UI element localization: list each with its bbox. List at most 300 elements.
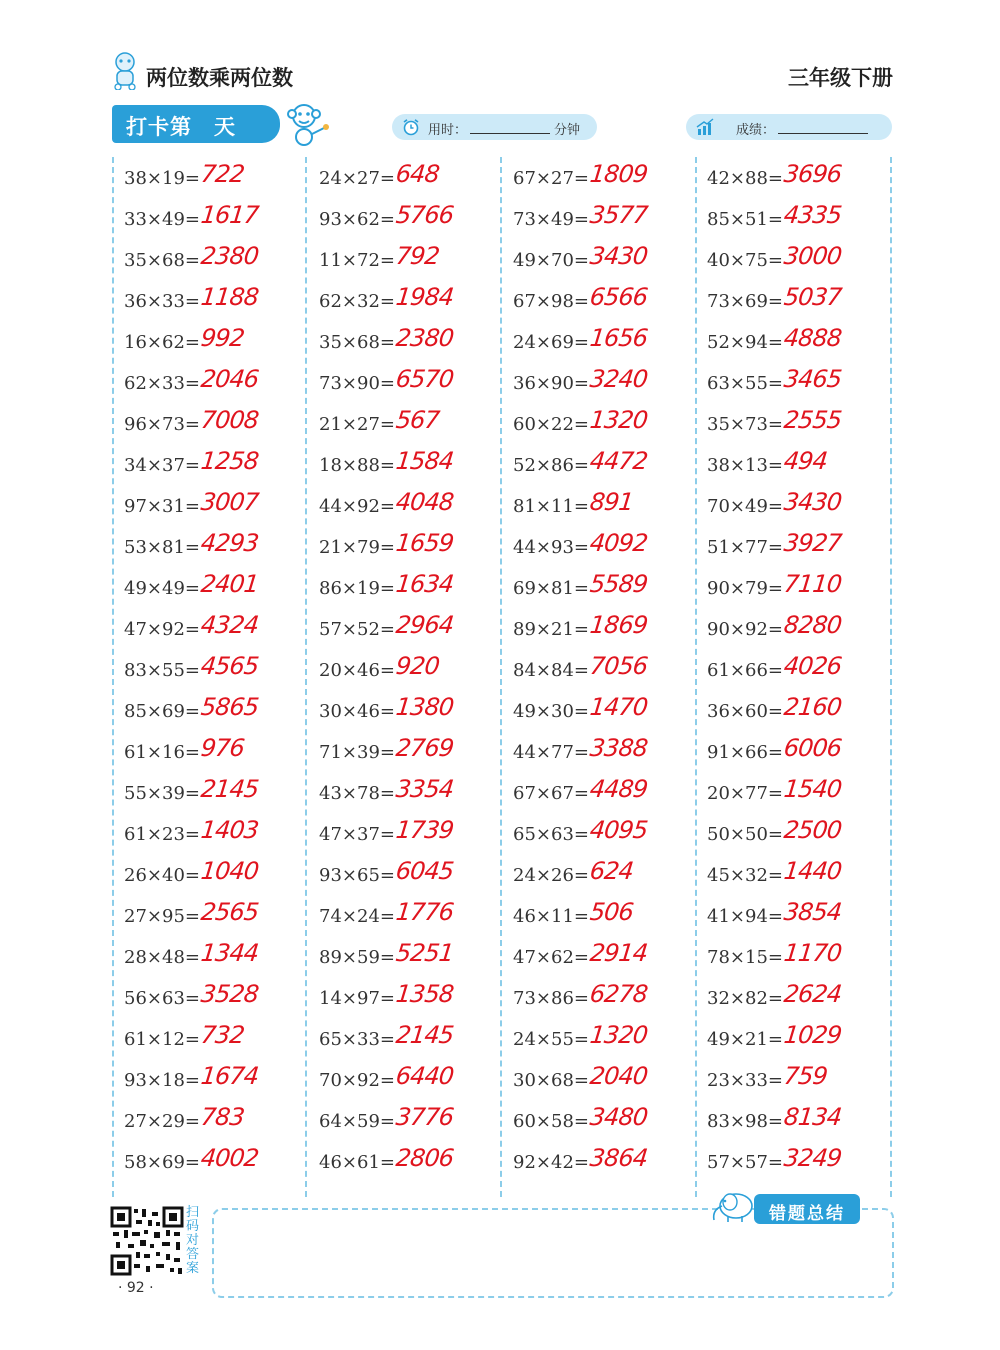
problem-row	[124, 980, 314, 1021]
handwritten-answer[interactable]: 4565	[199, 652, 260, 680]
handwritten-answer[interactable]: 2160	[782, 693, 843, 721]
problem-expression: 46×61=	[319, 1152, 395, 1173]
problem-expression: 28×48=	[124, 947, 200, 968]
problem-row	[707, 283, 897, 324]
problem-row	[707, 324, 897, 365]
problem-row	[319, 201, 509, 242]
problem-row	[707, 1021, 897, 1062]
handwritten-answer[interactable]: 6566	[588, 283, 649, 311]
problem-expression: 52×94=	[707, 332, 783, 353]
problem-expression: 27×29=	[124, 1111, 200, 1132]
handwritten-answer[interactable]: 3249	[782, 1144, 843, 1172]
problem-expression: 67×67=	[513, 783, 589, 804]
problem-expression: 49×30=	[513, 701, 589, 722]
handwritten-answer[interactable]: 4888	[782, 324, 843, 352]
handwritten-answer[interactable]: 3430	[588, 242, 649, 270]
handwritten-answer[interactable]: 783	[199, 1103, 246, 1131]
problem-row	[707, 570, 897, 611]
problem-row	[319, 857, 509, 898]
handwritten-answer[interactable]: 5251	[394, 939, 455, 967]
handwritten-answer[interactable]: 5766	[394, 201, 455, 229]
page-number: · 92 ·	[118, 1280, 154, 1296]
problem-expression: 55×39=	[124, 783, 200, 804]
problem-row	[707, 529, 897, 570]
problem-row	[707, 1103, 897, 1144]
qr-code-icon[interactable]	[110, 1206, 184, 1276]
problem-expression: 49×70=	[513, 250, 589, 271]
problem-expression: 58×69=	[124, 1152, 200, 1173]
time-label: 用时：	[428, 123, 468, 138]
problem-expression: 50×50=	[707, 824, 783, 845]
problem-expression: 38×19=	[124, 168, 200, 189]
handwritten-answer[interactable]: 6278	[588, 980, 649, 1008]
handwritten-answer[interactable]: 5589	[588, 570, 649, 598]
handwritten-answer[interactable]: 2401	[199, 570, 260, 598]
problem-row	[513, 1062, 703, 1103]
problem-row	[513, 570, 703, 611]
handwritten-answer[interactable]: 2769	[394, 734, 455, 762]
checkin-banner	[112, 105, 280, 143]
handwritten-answer[interactable]: 6006	[782, 734, 843, 762]
handwritten-answer[interactable]: 992	[199, 324, 246, 352]
handwritten-answer[interactable]: 648	[394, 160, 441, 188]
problem-expression: 96×73=	[124, 414, 200, 435]
growth-chart-icon	[696, 118, 714, 136]
problem-row	[124, 939, 314, 980]
handwritten-answer[interactable]: 4324	[199, 611, 260, 639]
problem-expression: 65×63=	[513, 824, 589, 845]
problem-expression: 73×49=	[513, 209, 589, 230]
handwritten-answer[interactable]: 920	[394, 652, 441, 680]
problem-expression: 23×33=	[707, 1070, 783, 1091]
problem-row	[124, 160, 314, 201]
handwritten-answer[interactable]: 2040	[588, 1062, 649, 1090]
handwritten-answer[interactable]: 2145	[394, 1021, 455, 1049]
elephant-icon	[706, 1188, 756, 1224]
problem-expression: 61×12=	[124, 1029, 200, 1050]
problem-expression: 53×81=	[124, 537, 200, 558]
handwritten-answer[interactable]: 2624	[782, 980, 843, 1008]
handwritten-answer[interactable]: 7008	[199, 406, 260, 434]
handwritten-answer[interactable]: 1809	[588, 160, 649, 188]
problem-expression: 42×88=	[707, 168, 783, 189]
handwritten-answer[interactable]: 976	[199, 734, 246, 762]
handwritten-answer[interactable]: 2380	[394, 324, 455, 352]
problem-row	[707, 611, 897, 652]
problem-column-4	[707, 160, 897, 1185]
problem-expression: 21×79=	[319, 537, 395, 558]
problem-expression: 73×69=	[707, 291, 783, 312]
problem-row	[513, 488, 703, 529]
handwritten-answer[interactable]: 1040	[199, 857, 260, 885]
problem-expression: 89×59=	[319, 947, 395, 968]
problem-expression: 63×55=	[707, 373, 783, 394]
problem-expression: 43×78=	[319, 783, 395, 804]
problem-row	[319, 939, 509, 980]
problem-row	[124, 611, 314, 652]
handwritten-answer[interactable]: 1358	[394, 980, 455, 1008]
problem-row	[124, 734, 314, 775]
handwritten-answer[interactable]: 2046	[199, 365, 260, 393]
problem-row	[513, 283, 703, 324]
problem-column-2	[319, 160, 509, 1185]
problem-expression: 47×92=	[124, 619, 200, 640]
problem-row	[319, 242, 509, 283]
handwritten-answer[interactable]: 4026	[782, 652, 843, 680]
problem-expression: 24×26=	[513, 865, 589, 886]
problem-row	[319, 898, 509, 939]
handwritten-answer[interactable]: 8134	[782, 1103, 843, 1131]
problem-row	[707, 488, 897, 529]
problem-column-3	[513, 160, 703, 1185]
handwritten-answer[interactable]: 1984	[394, 283, 455, 311]
problem-row	[707, 447, 897, 488]
handwritten-answer[interactable]: 4489	[588, 775, 649, 803]
problem-expression: 35×68=	[319, 332, 395, 353]
problem-expression: 85×51=	[707, 209, 783, 230]
problem-row	[124, 201, 314, 242]
handwritten-answer[interactable]: 1540	[782, 775, 843, 803]
handwritten-answer[interactable]: 2806	[394, 1144, 455, 1172]
problem-row	[513, 201, 703, 242]
problem-expression: 69×81=	[513, 578, 589, 599]
handwritten-answer[interactable]: 2145	[199, 775, 260, 803]
handwritten-answer[interactable]: 1403	[199, 816, 260, 844]
handwritten-answer[interactable]: 3007	[199, 488, 260, 516]
problem-row	[319, 447, 509, 488]
problem-expression: 85×69=	[124, 701, 200, 722]
time-field	[392, 114, 597, 140]
problem-row	[319, 980, 509, 1021]
problem-expression: 38×13=	[707, 455, 783, 476]
problem-row	[513, 1103, 703, 1144]
problem-expression: 32×82=	[707, 988, 783, 1009]
problem-row	[319, 529, 509, 570]
problem-row	[319, 693, 509, 734]
problem-row	[319, 1021, 509, 1062]
problem-row	[124, 857, 314, 898]
problem-row	[319, 1144, 509, 1185]
handwritten-answer[interactable]: 2964	[394, 611, 455, 639]
column-divider	[112, 157, 114, 1197]
problem-row	[124, 1144, 314, 1185]
handwritten-answer[interactable]: 1470	[588, 693, 649, 721]
problem-expression: 93×18=	[124, 1070, 200, 1091]
problem-row	[124, 324, 314, 365]
problem-row	[513, 611, 703, 652]
problem-row	[707, 242, 897, 283]
problem-expression: 57×57=	[707, 1152, 783, 1173]
handwritten-answer[interactable]: 6570	[394, 365, 455, 393]
problem-expression: 67×98=	[513, 291, 589, 312]
mistake-summary-label: 错题总结	[769, 1204, 845, 1224]
checkin-label: 打卡第 天	[126, 115, 236, 139]
handwritten-answer[interactable]: 506	[588, 898, 635, 926]
problem-row	[319, 1062, 509, 1103]
problem-expression: 64×59=	[319, 1111, 395, 1132]
handwritten-answer[interactable]: 1440	[782, 857, 843, 885]
problem-expression: 60×58=	[513, 1111, 589, 1132]
handwritten-answer[interactable]: 1170	[782, 939, 843, 967]
problem-row	[124, 898, 314, 939]
problem-expression: 92×42=	[513, 1152, 589, 1173]
problem-expression: 73×90=	[319, 373, 395, 394]
problem-row	[707, 406, 897, 447]
problem-expression: 52×86=	[513, 455, 589, 476]
handwritten-answer[interactable]: 4002	[199, 1144, 260, 1172]
problem-expression: 36×90=	[513, 373, 589, 394]
problem-expression: 24×27=	[319, 168, 395, 189]
handwritten-answer[interactable]: 1584	[394, 447, 455, 475]
handwritten-answer[interactable]: 494	[782, 447, 829, 475]
handwritten-answer[interactable]: 759	[782, 1062, 829, 1090]
grade-label: 三年级下册	[788, 66, 893, 90]
problem-expression: 86×19=	[319, 578, 395, 599]
problem-expression: 45×32=	[707, 865, 783, 886]
problem-row	[707, 775, 897, 816]
problem-expression: 81×11=	[513, 496, 589, 517]
problem-row	[513, 693, 703, 734]
problem-expression: 83×55=	[124, 660, 200, 681]
problem-expression: 20×77=	[707, 783, 783, 804]
problem-expression: 70×92=	[319, 1070, 395, 1091]
handwritten-answer[interactable]: 4092	[588, 529, 649, 557]
problem-expression: 93×62=	[319, 209, 395, 230]
problem-row	[124, 775, 314, 816]
handwritten-answer[interactable]: 8280	[782, 611, 843, 639]
problem-expression: 49×21=	[707, 1029, 783, 1050]
problem-row	[513, 406, 703, 447]
handwritten-answer[interactable]: 722	[199, 160, 246, 188]
problem-expression: 56×63=	[124, 988, 200, 1009]
handwritten-answer[interactable]: 2565	[199, 898, 260, 926]
problem-row	[124, 488, 314, 529]
handwritten-answer[interactable]: 1380	[394, 693, 455, 721]
problem-row	[124, 1103, 314, 1144]
problem-expression: 33×49=	[124, 209, 200, 230]
problem-expression: 36×60=	[707, 701, 783, 722]
problem-expression: 90×79=	[707, 578, 783, 599]
problem-expression: 41×94=	[707, 906, 783, 927]
handwritten-answer[interactable]: 5865	[199, 693, 260, 721]
problem-row	[707, 693, 897, 734]
problem-row	[513, 857, 703, 898]
handwritten-answer[interactable]: 3528	[199, 980, 260, 1008]
problem-row	[124, 447, 314, 488]
handwritten-answer[interactable]: 1739	[394, 816, 455, 844]
problem-expression: 89×21=	[513, 619, 589, 640]
problem-row	[319, 365, 509, 406]
problem-expression: 30×46=	[319, 701, 395, 722]
problem-expression: 27×95=	[124, 906, 200, 927]
problem-row	[513, 1144, 703, 1185]
problem-row	[707, 857, 897, 898]
problem-expression: 24×69=	[513, 332, 589, 353]
alarm-clock-icon	[402, 118, 420, 136]
problem-row	[513, 324, 703, 365]
handwritten-answer[interactable]: 2500	[782, 816, 843, 844]
handwritten-answer[interactable]: 1869	[588, 611, 649, 639]
problem-expression: 61×23=	[124, 824, 200, 845]
handwritten-answer[interactable]: 1344	[199, 939, 260, 967]
problem-row	[124, 406, 314, 447]
problem-expression: 24×55=	[513, 1029, 589, 1050]
problem-column-1	[124, 160, 314, 1185]
time-input-line[interactable]	[470, 133, 550, 134]
handwritten-answer[interactable]: 1320	[588, 406, 649, 434]
handwritten-answer[interactable]: 4095	[588, 816, 649, 844]
page-header	[108, 50, 893, 102]
problem-expression: 61×16=	[124, 742, 200, 763]
problem-row	[513, 652, 703, 693]
problem-expression: 70×49=	[707, 496, 783, 517]
monkey-mascot-icon	[282, 100, 330, 148]
problem-row	[319, 611, 509, 652]
problem-row	[319, 406, 509, 447]
problem-row	[513, 529, 703, 570]
problem-expression: 44×92=	[319, 496, 395, 517]
handwritten-answer[interactable]: 3776	[394, 1103, 455, 1131]
problem-expression: 18×88=	[319, 455, 395, 476]
problem-expression: 40×75=	[707, 250, 783, 271]
problem-row	[707, 939, 897, 980]
problem-row	[513, 898, 703, 939]
problem-row	[124, 283, 314, 324]
problem-row	[513, 365, 703, 406]
problem-expression: 49×49=	[124, 578, 200, 599]
problem-expression: 47×62=	[513, 947, 589, 968]
problem-expression: 97×31=	[124, 496, 200, 517]
handwritten-answer[interactable]: 1674	[199, 1062, 260, 1090]
handwritten-answer[interactable]: 891	[588, 488, 635, 516]
handwritten-answer[interactable]: 1617	[199, 201, 260, 229]
problem-expression: 36×33=	[124, 291, 200, 312]
score-input-line[interactable]	[778, 133, 868, 134]
handwritten-answer[interactable]: 1634	[394, 570, 455, 598]
problem-expression: 90×92=	[707, 619, 783, 640]
handwritten-answer[interactable]: 732	[199, 1021, 246, 1049]
problem-expression: 16×62=	[124, 332, 200, 353]
problem-row	[513, 734, 703, 775]
problem-row	[707, 201, 897, 242]
handwritten-answer[interactable]: 3927	[782, 529, 843, 557]
problem-row	[513, 160, 703, 201]
problem-row	[319, 816, 509, 857]
handwritten-answer[interactable]: 624	[588, 857, 635, 885]
handwritten-answer[interactable]: 3000	[782, 242, 843, 270]
handwritten-answer[interactable]: 1188	[199, 283, 260, 311]
qr-caption: 扫码对答案	[186, 1205, 200, 1276]
problem-row	[513, 939, 703, 980]
problem-row	[319, 1103, 509, 1144]
handwritten-answer[interactable]: 5037	[782, 283, 843, 311]
handwritten-answer[interactable]: 1258	[199, 447, 260, 475]
problem-row	[319, 570, 509, 611]
problem-row	[707, 160, 897, 201]
problem-expression: 11×72=	[319, 250, 395, 271]
problem-row	[319, 652, 509, 693]
problem-row	[707, 652, 897, 693]
problem-expression: 20×46=	[319, 660, 395, 681]
handwritten-answer[interactable]: 3864	[588, 1144, 649, 1172]
handwritten-answer[interactable]: 1320	[588, 1021, 649, 1049]
score-field	[686, 114, 892, 140]
problem-row	[124, 1021, 314, 1062]
problem-row	[707, 980, 897, 1021]
mascot-icon	[108, 50, 142, 90]
problem-row	[124, 1062, 314, 1103]
handwritten-answer[interactable]: 567	[394, 406, 441, 434]
handwritten-answer[interactable]: 792	[394, 242, 441, 270]
handwritten-answer[interactable]: 3388	[588, 734, 649, 762]
problem-expression: 91×66=	[707, 742, 783, 763]
problem-row	[513, 980, 703, 1021]
handwritten-answer[interactable]: 4472	[588, 447, 649, 475]
problem-row	[124, 242, 314, 283]
problem-expression: 71×39=	[319, 742, 395, 763]
problem-expression: 26×40=	[124, 865, 200, 886]
problem-expression: 21×27=	[319, 414, 395, 435]
handwritten-answer[interactable]: 2914	[588, 939, 649, 967]
handwritten-answer[interactable]: 1029	[782, 1021, 843, 1049]
problem-expression: 35×68=	[124, 250, 200, 271]
problem-row	[513, 775, 703, 816]
handwritten-answer[interactable]: 6045	[394, 857, 455, 885]
problem-expression: 34×37=	[124, 455, 200, 476]
problem-expression: 84×84=	[513, 660, 589, 681]
handwritten-answer[interactable]: 1776	[394, 898, 455, 926]
problem-expression: 62×33=	[124, 373, 200, 394]
problem-row	[707, 1062, 897, 1103]
handwritten-answer[interactable]: 2380	[199, 242, 260, 270]
problem-row	[513, 816, 703, 857]
problem-expression: 47×37=	[319, 824, 395, 845]
problem-row	[124, 570, 314, 611]
handwritten-answer[interactable]: 7110	[782, 570, 843, 598]
handwritten-answer[interactable]: 3354	[394, 775, 455, 803]
problem-expression: 61×66=	[707, 660, 783, 681]
handwritten-answer[interactable]: 3465	[782, 365, 843, 393]
handwritten-answer[interactable]: 2555	[782, 406, 843, 434]
handwritten-answer[interactable]: 4335	[782, 201, 843, 229]
handwritten-answer[interactable]: 3577	[588, 201, 649, 229]
handwritten-answer[interactable]: 3430	[782, 488, 843, 516]
handwritten-answer[interactable]: 3696	[782, 160, 843, 188]
problem-row	[707, 365, 897, 406]
handwritten-answer[interactable]: 1656	[588, 324, 649, 352]
problem-expression: 35×73=	[707, 414, 783, 435]
handwritten-answer[interactable]: 6440	[394, 1062, 455, 1090]
time-unit: 分钟	[554, 123, 581, 138]
handwritten-answer[interactable]: 3240	[588, 365, 649, 393]
handwritten-answer[interactable]: 4048	[394, 488, 455, 516]
problem-row	[319, 488, 509, 529]
problem-row	[319, 734, 509, 775]
handwritten-answer[interactable]: 3480	[588, 1103, 649, 1131]
problem-row	[124, 529, 314, 570]
handwritten-answer[interactable]: 1659	[394, 529, 455, 557]
problem-expression: 67×27=	[513, 168, 589, 189]
problem-expression: 44×77=	[513, 742, 589, 763]
problem-row	[707, 816, 897, 857]
problem-expression: 73×86=	[513, 988, 589, 1009]
problem-expression: 46×11=	[513, 906, 589, 927]
handwritten-answer[interactable]: 4293	[199, 529, 260, 557]
score-label: 成绩：	[736, 123, 776, 138]
handwritten-answer[interactable]: 7056	[588, 652, 649, 680]
problem-expression: 74×24=	[319, 906, 395, 927]
handwritten-answer[interactable]: 3854	[782, 898, 843, 926]
